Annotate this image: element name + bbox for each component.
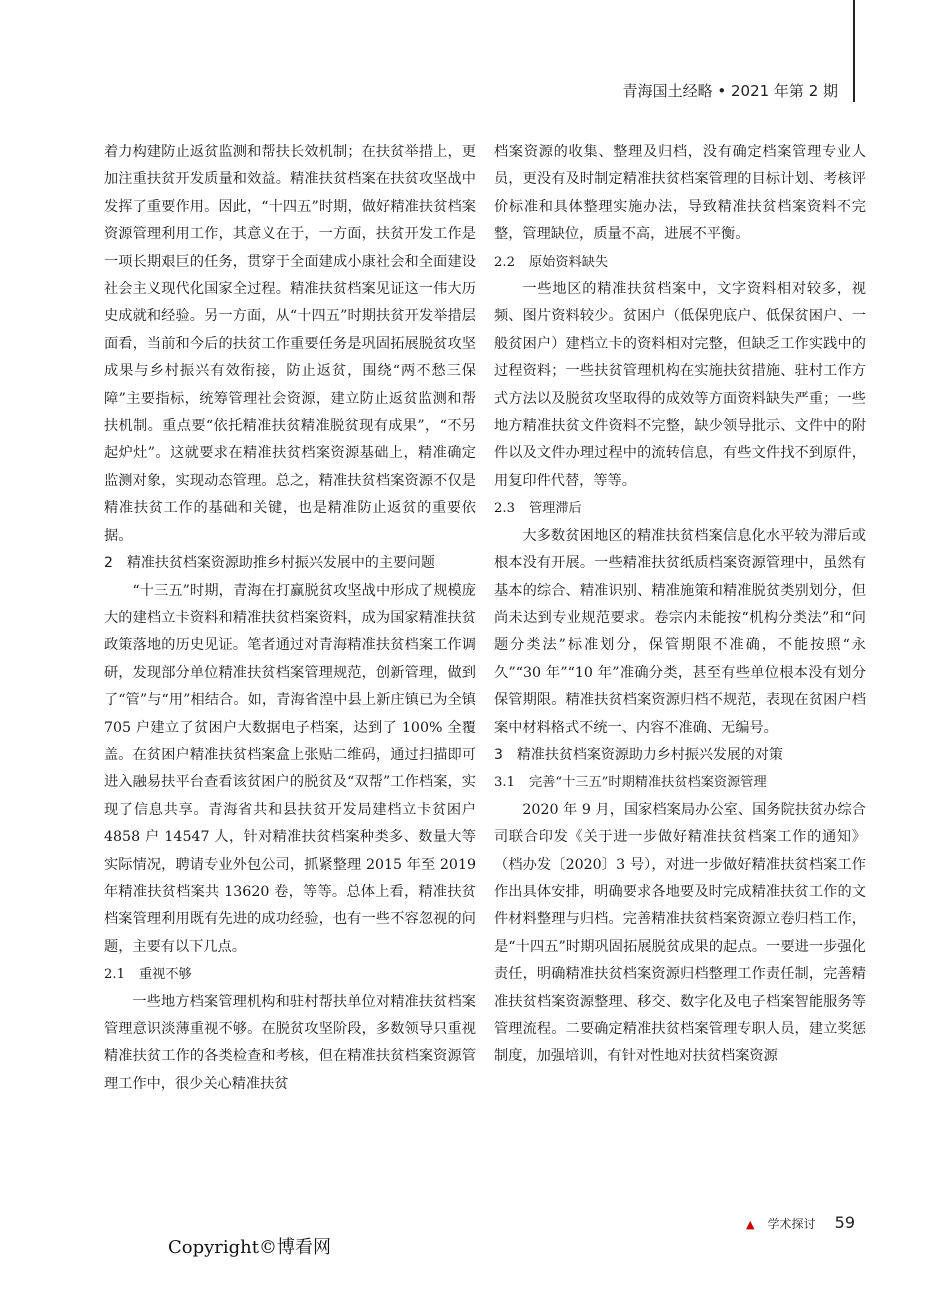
paragraph: 2020 年 9 月，国家档案局办公室、国务院扶贫办综合司联合印发《关于进一步做好精准扶贫档案工作的通知》（档办发〔2020〕3 号），对进一步做好精准扶贫档案工作作出具体安排，明确要求各地要及时完成精准扶贫工作的文件材料整理与归档。完善精准扶贫档案资源立卷归档工作，是“十四五”时期巩固拓展脱贫成果的起点。一要进一步强化责任，明确精准扶贫档案资源归档整理工作责任制，完善精准扶贫档案资源整理、移交、数字化及电子档案智能服务等管理流程。二要确定精准扶贫档案管理专职人员，建立奖惩制度，加强培训，有针对性地对扶贫档案资源 [494, 801, 866, 1065]
section-heading [104, 961, 476, 988]
paragraph: 档案资源的收集、整理及归档，没有确定档案管理专业人员，更没有及时制定精准扶贫档案管理的目标计划、考核评价标准和具体整理实施办法，导致精准扶贫档案资料不完整，管理缺位，质量不高，进展不平衡。 [494, 144, 866, 243]
section-number: 2 [104, 555, 113, 572]
paragraph: 着力构建防止返贫监测和帮扶长效机制；在扶贫举措上，更加注重扶贫开发质量和效益。精准扶贫档案在扶贫攻坚战中发挥了重要作用。因此，“十四五”时期，做好精准扶贫档案资源管理利用工作，其意义在于，一方面，扶贫开发工作是一项长期艰巨的任务，贯穿于全面建成小康社会和全面建设社会主义现代化国家全过程。精准扶贫档案见证这一伟大历史成就和经验。另一方面，从“十四五”时期扶贫开发举措层面看，当前和今后的扶贫工作重要任务是巩固拓展脱贫攻坚成果与乡村振兴有效衔接，防止返贫，围绕“两不愁三保障”主要指标，统筹管理社会资源，建立防止返贫监测和帮扶机制。重点要“依托精准扶贫精准脱贫现有成果”，“不另起炉灶”。这就要求在精准扶贫档案资源基础上，精准确定监测对象，实现动态管理。总之，精准扶贫档案资源不仅是精准扶贫工作的基础和关键，也是精准防止返贫的重要依据。 [104, 144, 476, 544]
triangle-icon: ▲ [745, 1218, 755, 1231]
paragraph: 一些地区的精准扶贫档案中，文字资料相对较多，视频、图片资料较少。贫困户（低保兜底户、低保贫困户、一般贫困户）建档立卡的资料相对完整，但缺乏工作实践中的过程资料；一些扶贫管理机构在实施扶贫措施、驻村工作方式方法以及脱贫攻坚取得的成效等方面资料缺失严重；一些地方精准扶贫文件资料不完整，缺少领导批示、文件中的附件以及文件办理过程中的流转信息，有些文件找不到原件，用复印件代替，等等。 [494, 281, 866, 489]
section-label: 学术探讨 [767, 1217, 816, 1231]
page-footer [746, 1213, 855, 1232]
section-title: 完善“十三五”时期精准扶贫档案资源管理 [528, 775, 767, 791]
section-title: 精准扶贫档案资源助推乡村振兴发展中的主要问题 [126, 555, 435, 572]
section-number: 2.1 [104, 967, 125, 983]
section-title: 重视不够 [138, 967, 192, 983]
section-heading [494, 742, 866, 769]
section-heading [494, 249, 866, 276]
journal-header: 青海国土经略 • 2021 年第 2 期 [622, 82, 838, 100]
left-column [104, 139, 476, 1098]
paragraph: “十三五”时期，青海在打赢脱贫攻坚战中形成了规模庞大的建档立卡资料和精准扶贫档案资料，成为国家精准扶贫政策落地的历史见证。笔者通过对青海精准扶贫档案工作调研，发现部分单位精准扶贫档案管理规范，创新管理，做到了“管”与“用”相结合。如，青海省湟中县上新庄镇已为全镇 705 户建立了贫困户大数据电子档案，达到了 100% 全覆盖。在贫困户精准扶贫档案盒上张贴二维码，通过扫描即可进入融易扶平台查看该贫困户的脱贫及“双帮”工作档案，实现了信息共享。青海省共和县扶贫开发局建档立卡贫困户 4858 户 14547 人，针对精准扶贫档案种类多、数量大等实际情况，聘请专业外包公司，抓紧整理 2015 年至 2019 年精准扶贫档案共 13620 卷，等等。总体上看，精准扶贫档案管理利用既有先进的成功经验，也有一些不容忽视的问题，主要有以下几点。 [104, 582, 476, 955]
copyright-watermark: Copyright©博看网 [168, 1237, 332, 1258]
paragraph: 大多数贫困地区的精准扶贫档案信息化水平较为滞后或根本没有开展。一些精准扶贫纸质档案资源管理中，虽然有基本的综合、精准识别、精准施策和精准脱贫类别划分，但尚未达到专业规范要求。卷宗内未能按“机构分类法”和“问题分类法”标准划分，保管期限不准确，不能按照“永久”“30 年”“10 年”准确分类，甚至有些单位根本没有划分保管期限。精准扶贫档案资源归档不规范，表现在贫困户档案中材料格式不统一、内容不准确、无编号。 [494, 527, 866, 736]
page-number: 59 [834, 1213, 855, 1232]
section-title: 精准扶贫档案资源助力乡村振兴发展的对策 [516, 746, 783, 763]
section-heading [104, 550, 476, 577]
paragraph: 一些地方档案管理机构和驻村帮扶单位对精准扶贫档案管理意识淡薄重视不够。在脱贫攻坚阶段，多数领导只重视精准扶贫工作的各类检查和考核，但在精准扶贫档案资源管理工作中，很少关心精准扶贫 [104, 993, 476, 1092]
section-title: 原始资料缺失 [528, 254, 609, 270]
section-heading [494, 495, 866, 522]
section-number: 3 [494, 746, 503, 763]
section-number: 2.3 [494, 501, 515, 517]
section-title: 管理滞后 [528, 501, 582, 517]
section-number: 3.1 [494, 775, 515, 791]
header-rule [853, 0, 855, 102]
section-heading [494, 769, 866, 796]
right-column [494, 139, 866, 1071]
section-number: 2.2 [494, 254, 515, 270]
